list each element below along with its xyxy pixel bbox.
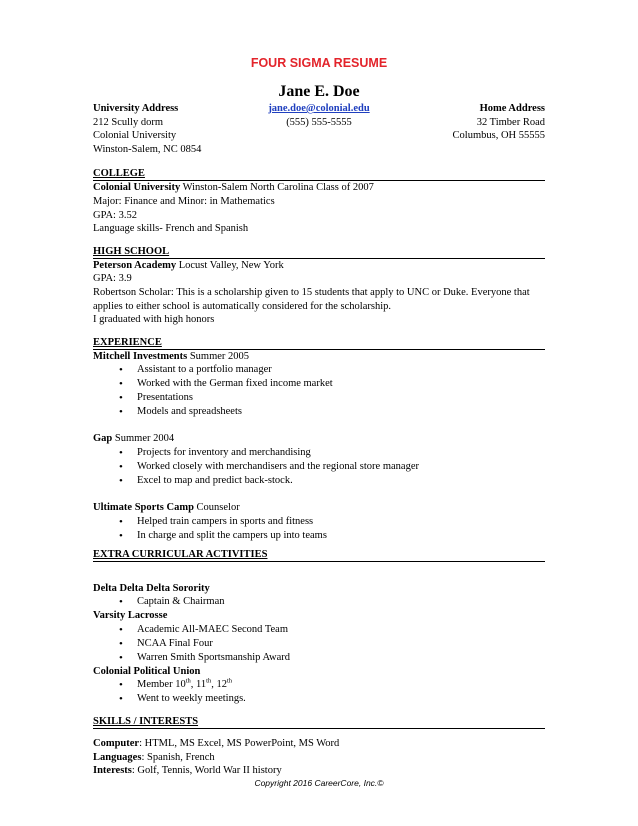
skills-languages-label: Languages bbox=[93, 751, 142, 763]
high-school-heading: HIGH SCHOOL bbox=[93, 246, 545, 259]
job-period: Summer 2005 bbox=[187, 350, 250, 362]
job-title-line bbox=[93, 501, 545, 515]
university-address-line: Winston-Salem, NC 0854 bbox=[93, 143, 202, 155]
experience-heading: EXPERIENCE bbox=[93, 337, 545, 350]
copyright-footer: Copyright 2016 CareerCore, Inc.© bbox=[254, 778, 384, 788]
list-item: • Captain & Chairman bbox=[119, 595, 545, 609]
skills-computer-value: : HTML, MS Excel, MS PowerPoint, MS Word bbox=[139, 738, 340, 750]
list-item: • Assistant to a portfolio manager bbox=[119, 363, 545, 377]
college-gpa: GPA: 3.52 bbox=[93, 209, 137, 221]
home-address-heading: Home Address bbox=[479, 103, 545, 114]
member-years-text: Member 10 bbox=[137, 679, 186, 691]
skills-interests-line bbox=[93, 764, 545, 778]
phone-number: (555) 555-5555 bbox=[286, 116, 352, 128]
list-item: • Went to weekly meetings. bbox=[119, 692, 545, 706]
job-period: Summer 2004 bbox=[112, 433, 175, 445]
home-address-line: 32 Timber Road bbox=[476, 116, 545, 128]
university-address-line: 212 Scully dorm bbox=[93, 116, 163, 128]
address-row-1 bbox=[93, 102, 545, 116]
resume-content bbox=[93, 102, 545, 778]
job-duties-list bbox=[93, 515, 545, 543]
ordinal-suffix: th bbox=[226, 677, 233, 685]
address-row-3 bbox=[93, 129, 545, 143]
document-title: FOUR SIGMA RESUME bbox=[250, 56, 388, 70]
scholarship-description: Robertson Scholar: This is a scholarship given to 15 students that apply to UNC or Duke. Everyone that applies to either school is automatically considered for the scholarship. bbox=[93, 286, 530, 312]
honors-line: I graduated with high honors bbox=[93, 314, 215, 326]
list-item: • Warren Smith Sportsmanship Award bbox=[119, 651, 545, 665]
list-item: • Worked with the German fixed income market bbox=[119, 377, 545, 391]
high-school-name: Peterson Academy bbox=[93, 259, 177, 271]
skills-interests-label: Interests bbox=[93, 765, 132, 777]
ordinal-suffix: th bbox=[185, 677, 191, 685]
address-row-4 bbox=[93, 143, 545, 157]
university-address-heading: University Address bbox=[93, 103, 179, 114]
job-period: Counselor bbox=[193, 501, 240, 513]
list-item: • Academic All-MAEC Second Team bbox=[119, 623, 545, 637]
activity-title: Varsity Lacrosse bbox=[93, 610, 168, 622]
activity-list bbox=[93, 678, 545, 706]
high-school-location: Locust Valley, New York bbox=[176, 259, 284, 271]
high-school-gpa: GPA: 3.9 bbox=[93, 273, 132, 285]
activity-title: Delta Delta Delta Sorority bbox=[93, 582, 210, 594]
high-school-line bbox=[93, 259, 545, 273]
member-years-text: , 12 bbox=[211, 679, 227, 691]
list-item: • In charge and split the campers up into teams bbox=[119, 529, 545, 543]
member-years-text: , 11 bbox=[190, 679, 207, 691]
list-item: • Worked closely with merchandisers and the regional store manager bbox=[119, 460, 545, 474]
job-employer: Ultimate Sports Camp bbox=[93, 501, 194, 513]
list-item: • Helped train campers in sports and fitness bbox=[119, 515, 545, 529]
job-employer: Gap bbox=[93, 433, 113, 445]
activity-list bbox=[93, 595, 545, 609]
job-title-line bbox=[93, 350, 545, 364]
college-heading: COLLEGE bbox=[93, 168, 545, 181]
list-item: • NCAA Final Four bbox=[119, 637, 545, 651]
college-major: Major: Finance and Minor: in Mathematics bbox=[93, 195, 275, 207]
email-link[interactable]: jane.doe@colonial.edu bbox=[268, 103, 370, 114]
college-school-line bbox=[93, 181, 545, 195]
list-item bbox=[119, 678, 545, 692]
skills-interests-value: : Golf, Tennis, World War II history bbox=[131, 765, 282, 777]
home-address-line: Columbus, OH 55555 bbox=[452, 130, 545, 142]
skills-languages-value: : Spanish, French bbox=[141, 751, 215, 763]
job-title-line bbox=[93, 432, 545, 446]
college-school-name: Colonial University bbox=[93, 182, 181, 194]
job-employer: Mitchell Investments bbox=[93, 350, 188, 362]
activity-list bbox=[93, 623, 545, 665]
job-duties-list bbox=[93, 363, 545, 419]
extracurricular-heading: EXTRA CURRICULAR ACTIVITIES bbox=[93, 549, 545, 562]
list-item: • Projects for inventory and merchandising bbox=[119, 446, 545, 460]
skills-heading: SKILLS / INTERESTS bbox=[93, 716, 545, 729]
university-address-line: Colonial University bbox=[93, 130, 177, 142]
job-duties-list bbox=[93, 446, 545, 488]
skills-languages-line bbox=[93, 751, 545, 765]
list-item: • Models and spreadsheets bbox=[119, 405, 545, 419]
spacer bbox=[93, 419, 545, 432]
skills-computer-line bbox=[93, 737, 545, 751]
address-row-2 bbox=[93, 116, 545, 130]
list-item: • Presentations bbox=[119, 391, 545, 405]
ordinal-suffix: th bbox=[206, 677, 212, 685]
list-item: • Excel to map and predict back-stock. bbox=[119, 474, 545, 488]
college-languages: Language skills- French and Spanish bbox=[93, 223, 249, 235]
skills-computer-label: Computer bbox=[93, 738, 140, 750]
spacer bbox=[93, 488, 545, 501]
college-school-details: Winston-Salem North Carolina Class of 2007 bbox=[180, 182, 374, 194]
activity-title: Colonial Political Union bbox=[93, 665, 201, 677]
candidate-name: Jane E. Doe bbox=[278, 83, 360, 100]
